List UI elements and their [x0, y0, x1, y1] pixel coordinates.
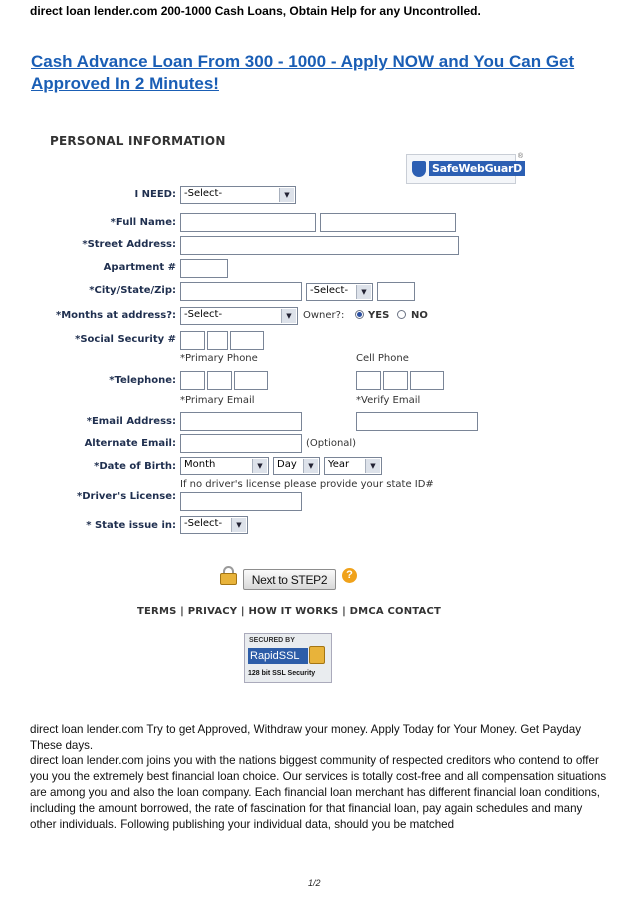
months-label: *Months at address?:: [56, 310, 176, 321]
dob-month-value: Month: [184, 459, 216, 470]
help-icon[interactable]: ?: [342, 568, 357, 583]
phone-line-input[interactable]: [234, 371, 268, 390]
chevron-down-icon: ▼: [356, 285, 371, 299]
cell-phone-hint: Cell Phone: [356, 353, 409, 364]
chevron-down-icon: ▼: [365, 459, 380, 473]
ssl-strength: 128 bit SSL Security: [248, 670, 316, 677]
cell-area-input[interactable]: [356, 371, 381, 390]
chevron-down-icon: ▼: [252, 459, 267, 473]
zip-input[interactable]: [377, 282, 415, 301]
safewebguard-badge: SafeWebGuarD ®: [406, 154, 516, 184]
verify-email-hint: *Verify Email: [356, 395, 421, 406]
padlock-icon: [309, 646, 325, 664]
need-select[interactable]: [180, 186, 296, 204]
apply-now-link[interactable]: Cash Advance Loan From 300 - 1000 - Apply NOW and You Can Get Approved In 2 Minutes!: [31, 52, 575, 93]
full-name-label: *Full Name:: [110, 217, 176, 228]
last-name-input[interactable]: [320, 213, 456, 232]
lock-icon: [220, 566, 237, 584]
state-select-value: -Select-: [310, 285, 349, 296]
owner-no-label: NO: [411, 310, 428, 321]
shield-icon: [412, 161, 426, 177]
ssn-part2-input[interactable]: [207, 331, 228, 350]
license-note: If no driver's license please provide your state ID#: [180, 479, 434, 490]
page-number: 1/2: [308, 878, 321, 888]
body-paragraph: direct loan lender.com joins you with the nations biggest community of respected creditors who contend to offer you you the extremely best financial loan choice. Our services is totally cost-free and all compensation situations are among you and also the loan company. Each financial loan merchant has different financial loan conditions, including the amount borrowed, the rate of fascination for that financial loan, pay again schedules and many other individuals. Following publishing your individual data, should you be matched: [30, 754, 607, 831]
cell-prefix-input[interactable]: [383, 371, 408, 390]
owner-label: Owner?:: [303, 310, 345, 321]
optional-hint: (Optional): [306, 438, 357, 449]
owner-yes-label: YES: [368, 310, 390, 321]
phone-area-input[interactable]: [180, 371, 205, 390]
primary-phone-hint: *Primary Phone: [180, 353, 258, 364]
state-issue-value: -Select-: [184, 518, 223, 529]
verify-email-input[interactable]: [356, 412, 478, 431]
ssn-part3-input[interactable]: [230, 331, 264, 350]
license-input[interactable]: [180, 492, 302, 511]
dob-day-value: Day: [277, 459, 297, 470]
dob-month-select[interactable]: [180, 457, 269, 475]
need-label: I NEED:: [134, 189, 176, 200]
email-input[interactable]: [180, 412, 302, 431]
badge-text: SafeWebGuarD: [429, 161, 525, 176]
need-select-value: -Select-: [184, 188, 223, 199]
email-label: *Email Address:: [86, 416, 176, 427]
months-select-value: -Select-: [184, 309, 223, 320]
primary-email-hint: *Primary Email: [180, 395, 255, 406]
next-step-button[interactable]: Next to STEP2: [243, 569, 336, 590]
chevron-down-icon: ▼: [279, 188, 294, 202]
chevron-down-icon: ▼: [281, 309, 296, 323]
license-label: *Driver's License:: [77, 491, 176, 502]
state-issue-select[interactable]: [180, 516, 248, 534]
owner-no-radio[interactable]: [397, 310, 406, 319]
first-name-input[interactable]: [180, 213, 316, 232]
state-select[interactable]: [306, 283, 373, 301]
page-header-title: direct loan lender.com 200-1000 Cash Loans, Obtain Help for any Uncontrolled.: [30, 4, 481, 18]
dob-day-select[interactable]: [273, 457, 320, 475]
dob-year-select[interactable]: [324, 457, 382, 475]
months-select[interactable]: [180, 307, 298, 325]
cell-line-input[interactable]: [410, 371, 444, 390]
ssl-secured-by: SECURED BY: [249, 637, 295, 644]
city-label: *City/State/Zip:: [89, 285, 176, 296]
street-input[interactable]: [180, 236, 459, 255]
alt-email-label: Alternate Email:: [84, 438, 176, 449]
street-label: *Street Address:: [82, 239, 176, 250]
footer-links[interactable]: TERMS | PRIVACY | HOW IT WORKS | DMCA CONTACT: [137, 606, 442, 617]
state-issue-label: * State issue in:: [86, 520, 176, 531]
chevron-down-icon: ▼: [231, 518, 246, 532]
dob-year-value: Year: [328, 459, 350, 470]
city-input[interactable]: [180, 282, 302, 301]
rapidssl-seal: [244, 633, 332, 683]
intro-paragraph: direct loan lender.com Try to get Approved, Withdraw your money. Apply Today for Your Money. Get Payday These days.: [30, 723, 581, 752]
apartment-input[interactable]: [180, 259, 228, 278]
phone-prefix-input[interactable]: [207, 371, 232, 390]
apartment-label: Apartment #: [103, 262, 176, 273]
telephone-label: *Telephone:: [109, 375, 176, 386]
ssn-label: *Social Security #: [75, 334, 176, 345]
ssl-brand: RapidSSL: [248, 648, 308, 664]
owner-yes-radio[interactable]: [355, 310, 364, 319]
dob-label: *Date of Birth:: [94, 461, 176, 472]
ssn-part1-input[interactable]: [180, 331, 205, 350]
alt-email-input[interactable]: [180, 434, 302, 453]
chevron-down-icon: ▼: [303, 459, 318, 473]
section-title: PERSONAL INFORMATION: [50, 134, 226, 148]
